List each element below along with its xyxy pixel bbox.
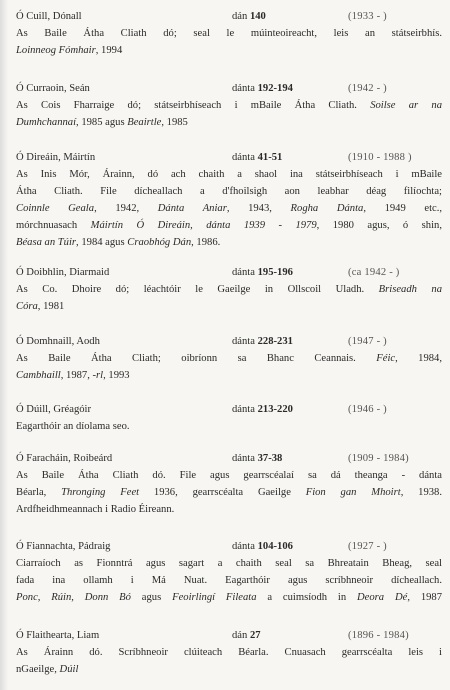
title-italic: Ponc, Rúin, Donn Bó — [16, 592, 131, 603]
text-line — [16, 234, 442, 251]
poet-name: Ó Faracháin, Roibeárd — [16, 453, 113, 464]
poem-numbers: 41-51 — [257, 152, 283, 163]
life-years: (1909 - 1984) — [348, 453, 409, 464]
poet-name: Ó Domhnaill, Aodh — [16, 336, 100, 347]
poem-reference — [232, 149, 282, 166]
poet-name: Ó Cuill, Dónall — [16, 11, 82, 22]
title-italic: Feoirlingí Fileata — [172, 592, 257, 603]
entry-heading — [16, 80, 442, 97]
poem-reference — [232, 8, 266, 25]
poem-numbers: 104-106 — [257, 541, 293, 552]
text-run: , 1938. — [400, 487, 442, 498]
text-line — [16, 166, 442, 183]
biography-text — [16, 350, 442, 384]
text-run: , 1981 — [37, 301, 65, 312]
title-italic: -rl — [92, 370, 104, 381]
poem-label: dánta — [232, 83, 255, 94]
text-run: Eagarthóir an díolama seo. — [16, 421, 130, 432]
life-years: (1933 - ) — [348, 11, 387, 22]
poem-numbers: 37-38 — [257, 453, 283, 464]
text-run: As Co. Dhoire dó; léachtóir le Gaeilge in Ollscoil Uladh. — [16, 284, 379, 295]
poet-name: Ó Dúill, Gréagóir — [16, 404, 92, 415]
poet-name: Ó Fiannachta, Pádraig — [16, 541, 111, 552]
text-line — [16, 467, 442, 484]
biography-entry — [16, 264, 442, 315]
title-italic: Loinneog Fómhair — [16, 45, 96, 56]
life-years: (1896 - 1984) — [348, 630, 409, 641]
poem-label: dánta — [232, 541, 255, 552]
text-run: a cuimsíodh in — [256, 592, 358, 603]
poem-label: dán — [232, 630, 248, 641]
entry-heading — [16, 538, 442, 555]
biography-entry — [16, 538, 442, 606]
text-run: , 1985 — [161, 117, 188, 128]
text-run: mórchnuasach — [16, 220, 91, 231]
title-italic: Coinnle Geala — [16, 203, 95, 214]
biography-entry — [16, 450, 442, 518]
poem-reference — [232, 80, 293, 97]
poem-reference — [232, 333, 293, 350]
text-run: As Inis Mór, Árainn, dó ach chaith a shaol ina státseirbhíseach i mBaile — [16, 169, 442, 180]
life-years: (1947 - ) — [348, 336, 387, 347]
text-line — [16, 572, 442, 589]
title-italic: Cambhaill — [16, 370, 61, 381]
poem-reference — [232, 627, 261, 644]
text-line — [16, 555, 442, 572]
text-run: , 1994 — [95, 45, 123, 56]
poem-numbers: 140 — [249, 11, 266, 22]
text-line — [16, 42, 442, 59]
text-line — [16, 200, 442, 217]
text-run: , 1993 — [103, 370, 130, 381]
text-run: , 1980 agus, ó shin, — [316, 220, 442, 231]
text-run: Ciarraíoch as Fionntrá agus sagart a chaith seal sa Bhreatain Bheag, seal — [16, 558, 442, 569]
biography-entry — [16, 627, 442, 678]
text-line — [16, 114, 442, 131]
life-years: (1927 - ) — [348, 541, 387, 552]
text-run: , 1987 — [407, 592, 443, 603]
poem-numbers: 192-194 — [257, 83, 293, 94]
entry-heading — [16, 627, 442, 644]
poem-label: dánta — [232, 267, 255, 278]
title-italic: Rogha Dánta — [290, 203, 364, 214]
text-line — [16, 298, 442, 315]
text-line — [16, 217, 442, 234]
text-line — [16, 501, 442, 518]
text-run: , 1949 etc., — [363, 203, 443, 214]
entry-heading — [16, 401, 442, 418]
poem-numbers: 195-196 — [257, 267, 293, 278]
text-line — [16, 418, 442, 435]
text-run: As Árainn dó. Scríbhneoir clúiteach Béarla. Cnuasach gearrscéalta leis i — [16, 647, 442, 658]
text-run: fada ina ollamh i Má Nuat. Eagarthóir agus scríbhneoir dícheallach. — [16, 575, 442, 586]
poem-numbers: 27 — [249, 630, 261, 641]
poem-reference — [232, 538, 293, 555]
life-years: (1942 - ) — [348, 83, 387, 94]
poet-name: Ó Direáin, Máirtín — [16, 152, 96, 163]
biography-text — [16, 25, 442, 59]
text-run: , 1984, — [395, 353, 443, 364]
title-italic: Córa — [16, 301, 38, 312]
entry-heading — [16, 8, 442, 25]
biography-text — [16, 418, 442, 435]
text-run: 1936, gearrscéalta Gaeilge — [139, 487, 306, 498]
entry-heading — [16, 450, 442, 467]
poem-label: dánta — [232, 336, 255, 347]
biography-text — [16, 281, 442, 315]
biography-text — [16, 644, 442, 678]
life-years: (1910 - 1988 ) — [348, 152, 412, 163]
title-italic: Deora Dé — [357, 592, 408, 603]
text-run: , 1984 agus — [76, 237, 128, 248]
biography-text — [16, 555, 442, 606]
title-italic: Dúil — [59, 664, 79, 675]
text-line — [16, 350, 442, 367]
poem-reference — [232, 264, 293, 281]
title-italic: Soilse ar na — [370, 100, 442, 111]
text-run: , 1942, — [94, 203, 158, 214]
poem-label: dánta — [232, 453, 255, 464]
text-line — [16, 183, 442, 200]
life-years: (ca 1942 - ) — [348, 267, 400, 278]
poet-name: Ó Doibhlin, Diarmaid — [16, 267, 110, 278]
text-run: Béarla, — [16, 487, 62, 498]
biography-entry — [16, 333, 442, 384]
biography-entry — [16, 401, 442, 435]
title-italic: Fion gan Mhoirt — [305, 487, 401, 498]
text-run: Ardfheidhmeannach i Radio Éireann. — [16, 504, 175, 515]
poem-reference — [232, 450, 282, 467]
biography-text — [16, 97, 442, 131]
text-run: As Baile Átha Cliath dó; seal le múinteoireacht, leis an státseirbhís. — [16, 28, 442, 39]
text-run: , 1985 agus — [76, 117, 128, 128]
poem-reference — [232, 401, 293, 418]
text-line — [16, 661, 442, 678]
biography-entry — [16, 149, 442, 251]
text-run: , 1943, — [226, 203, 291, 214]
title-italic: Craobhóg Dán — [127, 237, 192, 248]
poem-label: dánta — [232, 152, 255, 163]
poem-label: dánta — [232, 404, 255, 415]
title-italic: Féic — [376, 353, 396, 364]
text-line — [16, 367, 442, 384]
text-line — [16, 97, 442, 114]
biography-text — [16, 467, 442, 518]
title-italic: Thronging Feet — [61, 487, 140, 498]
biography-entry — [16, 80, 442, 131]
poet-name: Ó Flaithearta, Liam — [16, 630, 100, 641]
poem-numbers: 213-220 — [257, 404, 293, 415]
life-years: (1946 - ) — [348, 404, 387, 415]
poem-numbers: 228-231 — [257, 336, 293, 347]
text-run: agus — [130, 592, 173, 603]
entry-heading — [16, 333, 442, 350]
poem-label: dán — [232, 11, 248, 22]
text-line — [16, 281, 442, 298]
text-run: As Baile Átha Cliath dó. File agus gearrscéalaí sa dá theanga - dánta — [16, 470, 442, 481]
title-italic: Briseadh na — [378, 284, 442, 295]
biography-text — [16, 166, 442, 251]
text-line — [16, 644, 442, 661]
text-line — [16, 589, 442, 606]
text-run: , 1986. — [191, 237, 221, 248]
title-italic: Beairtle — [127, 117, 162, 128]
entry-heading — [16, 149, 442, 166]
text-run: As Baile Átha Cliath; oibríonn sa Bhanc Ceannais. — [16, 353, 377, 364]
text-run: , 1987, — [60, 370, 93, 381]
text-line — [16, 484, 442, 501]
poet-name: Ó Curraoin, Seán — [16, 83, 90, 94]
text-run: nGaeilge, — [16, 664, 60, 675]
text-run: Átha Cliath. File dícheallach a d'fhoilsigh aon leabhar déag filíochta; — [16, 186, 442, 197]
biography-entry — [16, 8, 442, 59]
title-italic: Dánta Aniar — [157, 203, 227, 214]
title-italic: Dumhchannaí — [16, 117, 77, 128]
title-italic: Máirtín Ó Direáin, dánta 1939 - 1979 — [90, 220, 317, 231]
page-gutter-shadow — [0, 0, 8, 690]
entry-heading — [16, 264, 442, 281]
text-run: As Cois Fharraige dó; státseirbhíseach i mBaile Átha Cliath. — [16, 100, 371, 111]
text-line — [16, 25, 442, 42]
title-italic: Béasa an Túir — [16, 237, 77, 248]
